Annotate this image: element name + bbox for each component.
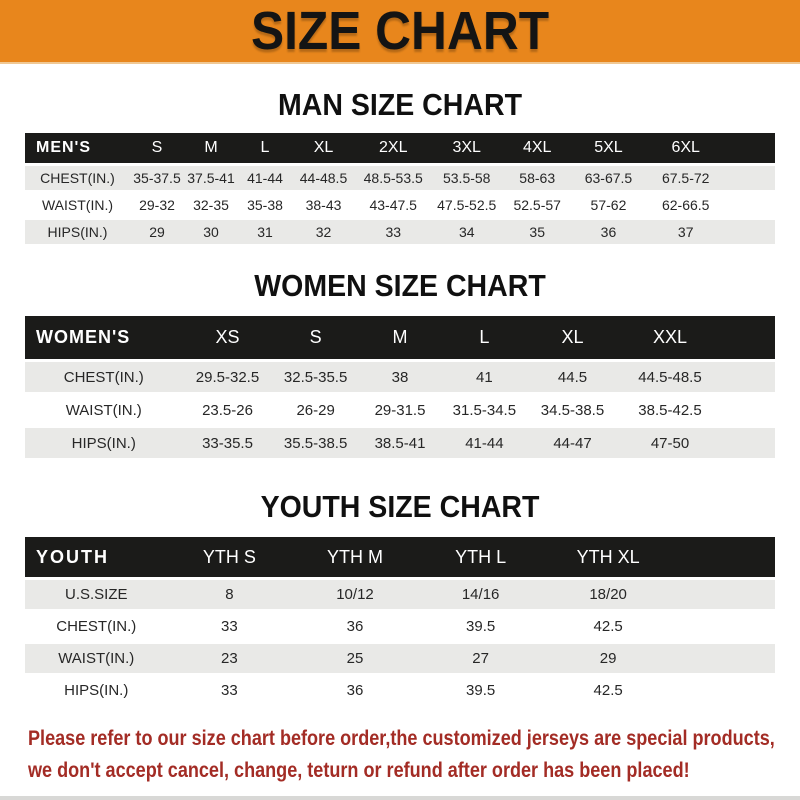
row-filler [674,644,775,673]
men-row-waist-in [25,193,775,217]
banner [0,0,800,64]
size-cell: 31.5-34.5 [441,395,527,425]
size-cell: 35-37.5 [130,166,184,190]
size-cell: 23 [168,644,292,673]
men-column-header: 3XL [431,133,501,163]
size-cell: 25 [291,644,419,673]
youth-column-header: YTH S [168,537,292,577]
size-cell: 18/20 [543,580,674,609]
men-column-header: XL [292,133,355,163]
row-label: HIPS(IN.) [25,428,183,458]
women-column-header: M [359,316,442,359]
size-cell: 29 [543,644,674,673]
men-row-hips-in [25,220,775,244]
page-title: SIZE CHART [250,1,550,61]
row-label: WAIST(IN.) [25,644,168,673]
size-cell: 35-38 [238,193,292,217]
men-column-header: 6XL [644,133,727,163]
size-cell: 44.5 [528,362,618,392]
size-cell: 47-50 [618,428,723,458]
size-cell: 43-47.5 [355,193,432,217]
youth-row-u-s-size [25,580,775,609]
size-cell: 29.5-32.5 [183,362,273,392]
youth-row-chest-in [25,612,775,641]
bottom-edge-strip [0,796,800,800]
footer-note-line-1: Please refer to our size chart before order,the customized jerseys are special products, [28,726,775,750]
women-column-header: S [273,316,359,359]
footer-note-line-2: we don't accept cancel, change, teturn or refund after order has been placed! [28,758,690,782]
youth-column-header: YTH L [419,537,543,577]
size-cell: 29-31.5 [359,395,442,425]
row-filler [674,612,775,641]
size-cell: 33 [168,676,292,705]
size-cell: 34.5-38.5 [528,395,618,425]
size-cell: 44-48.5 [292,166,355,190]
youth-header-label: YOUTH [25,537,168,577]
size-cell: 48.5-53.5 [355,166,432,190]
size-cell: 57-62 [572,193,644,217]
size-cell: 32-35 [184,193,238,217]
section-title-women: WOMEN SIZE CHART [254,268,546,303]
men-size-table [25,130,775,247]
row-label: CHEST(IN.) [25,362,183,392]
size-cell: 37 [644,220,727,244]
size-cell: 37.5-41 [184,166,238,190]
youth-row-hips-in [25,676,775,705]
size-cell: 30 [184,220,238,244]
row-filler [723,428,776,458]
section-title-men: MAN SIZE CHART [277,87,523,122]
size-cell: 8 [168,580,292,609]
row-label: CHEST(IN.) [25,612,168,641]
size-cell: 35.5-38.5 [273,428,359,458]
women-header-label: WOMEN'S [25,316,183,359]
size-cell: 39.5 [419,612,543,641]
size-chart-sections [0,89,800,708]
men-column-header: 2XL [355,133,432,163]
size-cell: 23.5-26 [183,395,273,425]
women-size-table [25,313,775,461]
size-cell: 53.5-58 [431,166,501,190]
row-filler [674,580,775,609]
size-cell: 35 [502,220,572,244]
size-cell: 27 [419,644,543,673]
size-cell: 34 [431,220,501,244]
women-column-header: XXL [618,316,723,359]
row-filler [727,193,775,217]
size-cell: 58-63 [502,166,572,190]
size-cell: 33 [355,220,432,244]
size-cell: 31 [238,220,292,244]
row-filler [674,676,775,705]
size-cell: 41 [441,362,527,392]
youth-column-header: YTH XL [543,537,674,577]
size-cell: 36 [291,676,419,705]
women-row-chest-in [25,362,775,392]
size-cell: 38-43 [292,193,355,217]
row-label: HIPS(IN.) [25,676,168,705]
size-cell: 32.5-35.5 [273,362,359,392]
women-row-hips-in [25,428,775,458]
women-header-filler [723,316,776,359]
men-header-row [25,133,775,163]
men-header-filler [727,133,775,163]
size-cell: 38 [359,362,442,392]
row-label: CHEST(IN.) [25,166,130,190]
size-cell: 36 [291,612,419,641]
youth-header-filler [674,537,775,577]
men-header-label: MEN'S [25,133,130,163]
size-cell: 38.5-41 [359,428,442,458]
men-column-header: S [130,133,184,163]
row-label: WAIST(IN.) [25,193,130,217]
size-cell: 67.5-72 [644,166,727,190]
youth-header-row [25,537,775,577]
section-women [0,270,800,461]
size-cell: 52.5-57 [502,193,572,217]
women-column-header: XS [183,316,273,359]
size-cell: 41-44 [441,428,527,458]
women-column-header: XL [528,316,618,359]
size-cell: 41-44 [238,166,292,190]
row-filler [727,220,775,244]
size-cell: 33-35.5 [183,428,273,458]
size-cell: 29 [130,220,184,244]
row-filler [723,395,776,425]
men-column-header: L [238,133,292,163]
size-cell: 42.5 [543,676,674,705]
size-cell: 39.5 [419,676,543,705]
men-column-header: 4XL [502,133,572,163]
women-row-waist-in [25,395,775,425]
size-cell: 36 [572,220,644,244]
row-filler [727,166,775,190]
women-column-header: L [441,316,527,359]
size-cell: 10/12 [291,580,419,609]
row-filler [723,362,776,392]
size-cell: 44-47 [528,428,618,458]
men-column-header: M [184,133,238,163]
youth-column-header: YTH M [291,537,419,577]
size-cell: 63-67.5 [572,166,644,190]
women-header-row [25,316,775,359]
section-men [0,89,800,247]
section-title-youth: YOUTH SIZE CHART [260,489,540,524]
footer-note [0,722,800,786]
youth-row-waist-in [25,644,775,673]
size-cell: 42.5 [543,612,674,641]
size-cell: 47.5-52.5 [431,193,501,217]
men-row-chest-in [25,166,775,190]
size-cell: 33 [168,612,292,641]
row-label: U.S.SIZE [25,580,168,609]
men-column-header: 5XL [572,133,644,163]
size-cell: 38.5-42.5 [618,395,723,425]
row-label: HIPS(IN.) [25,220,130,244]
section-youth [0,491,800,708]
size-cell: 32 [292,220,355,244]
row-label: WAIST(IN.) [25,395,183,425]
size-cell: 26-29 [273,395,359,425]
size-cell: 29-32 [130,193,184,217]
size-cell: 44.5-48.5 [618,362,723,392]
size-cell: 62-66.5 [644,193,727,217]
size-cell: 14/16 [419,580,543,609]
youth-size-table [25,534,775,708]
